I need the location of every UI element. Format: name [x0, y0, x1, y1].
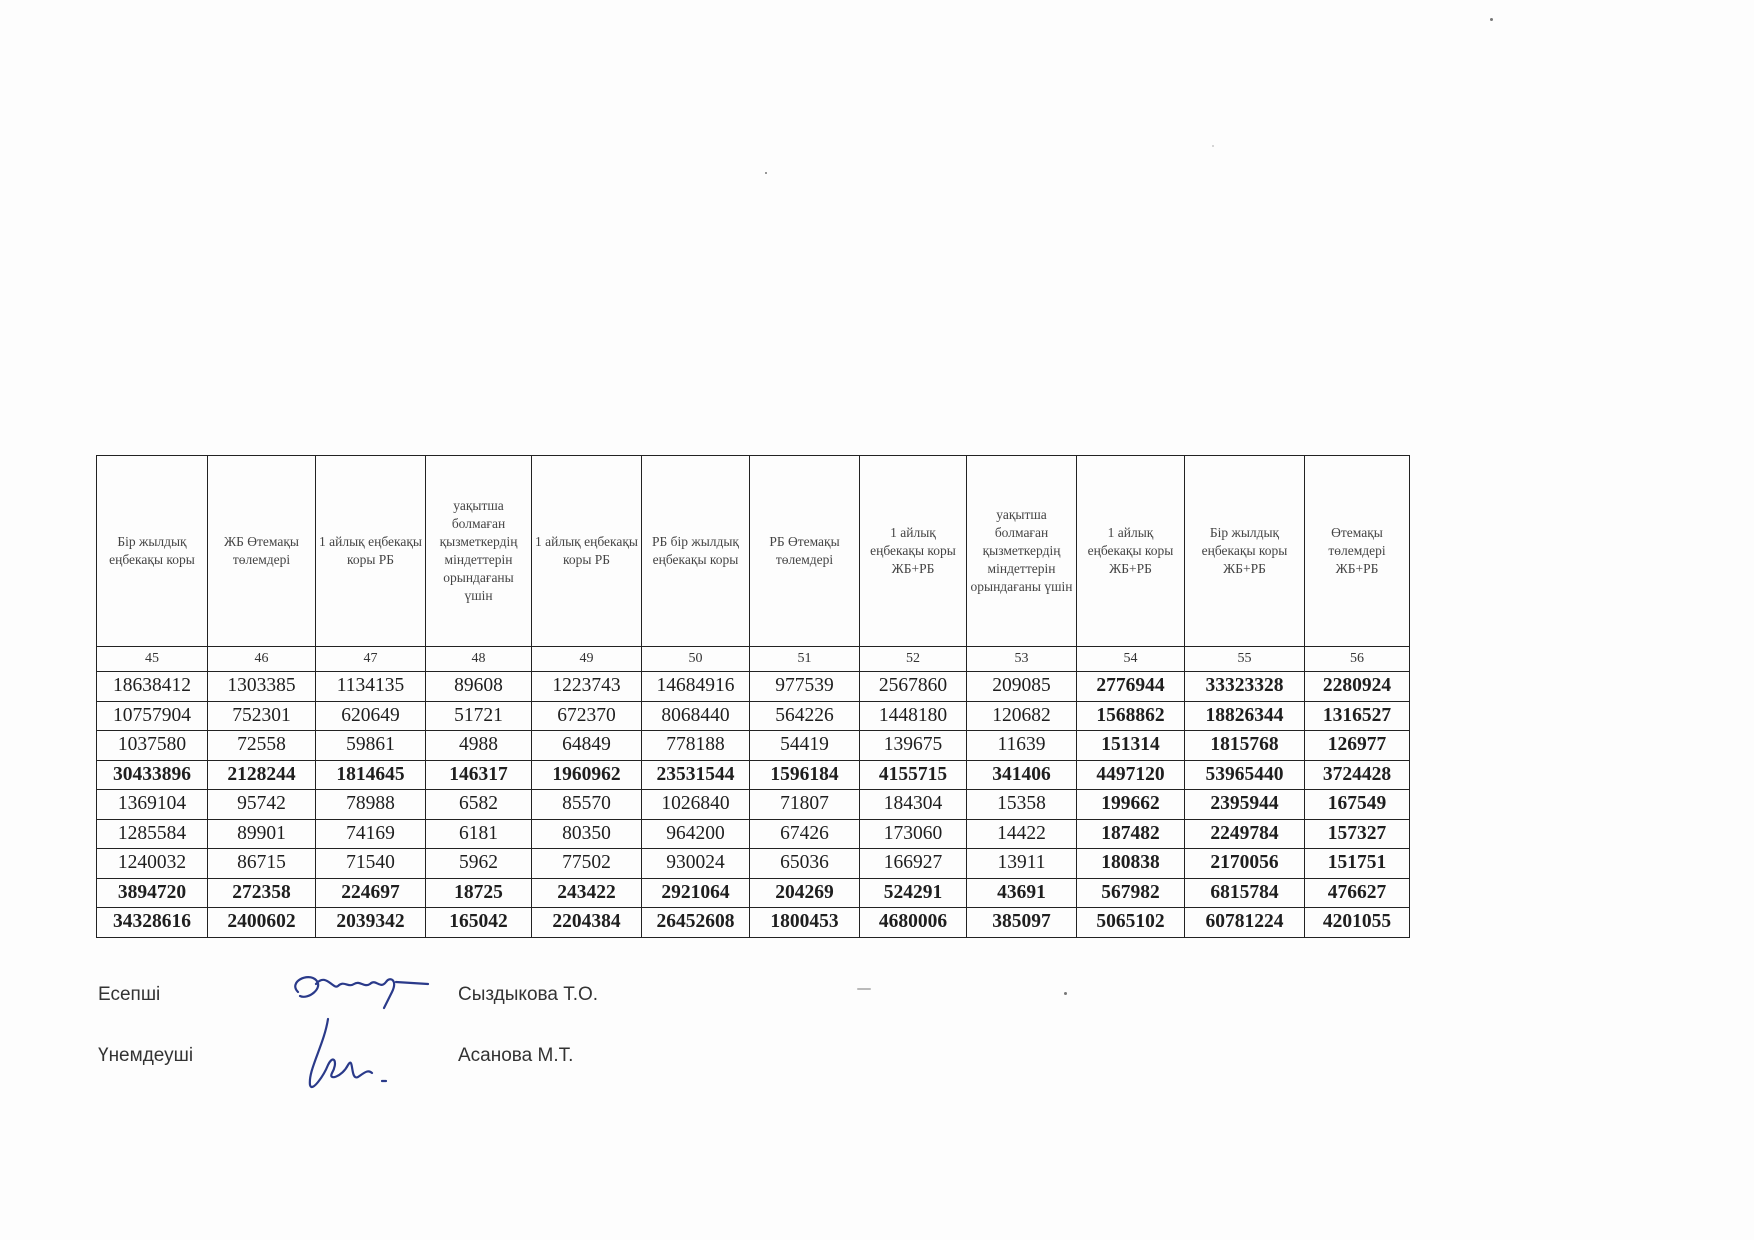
table-cell: 567982	[1077, 878, 1185, 908]
table-cell: 2128244	[208, 760, 316, 790]
table-cell: 6815784	[1185, 878, 1305, 908]
table-cell: 95742	[208, 790, 316, 820]
column-header: Бір жылдық еңбекақы коры	[97, 456, 208, 647]
table-cell: 77502	[532, 849, 642, 879]
accountant-name: Сыздыкова Т.О.	[458, 984, 599, 1005]
table-cell: 476627	[1305, 878, 1410, 908]
table-cell: 74169	[316, 819, 426, 849]
table-row	[97, 878, 1410, 908]
table-cell: 8068440	[642, 701, 750, 731]
scan-speck	[1212, 145, 1214, 147]
table-cell: 23531544	[642, 760, 750, 790]
table-cell: 1960962	[532, 760, 642, 790]
table-cell: 187482	[1077, 819, 1185, 849]
table-cell: 1134135	[316, 672, 426, 702]
table-cell: 2280924	[1305, 672, 1410, 702]
column-header: РБ бір жылдық еңбекақы коры	[642, 456, 750, 647]
table-cell: 1026840	[642, 790, 750, 820]
table-cell: 139675	[860, 731, 967, 761]
table-cell: 15358	[967, 790, 1077, 820]
table-cell: 2170056	[1185, 849, 1305, 879]
table-cell: 977539	[750, 672, 860, 702]
column-header: 1 айлық еңбекақы коры ЖБ+РБ	[1077, 456, 1185, 647]
table-cell: 53965440	[1185, 760, 1305, 790]
table-cell: 778188	[642, 731, 750, 761]
column-header: Өтемақы төлемдері ЖБ+РБ	[1305, 456, 1410, 647]
table-cell: 930024	[642, 849, 750, 879]
table-cell: 89901	[208, 819, 316, 849]
column-header: уақытша болмаған қызметкердің міндеттерін орындағаны үшін	[426, 456, 532, 647]
scan-speck	[765, 172, 767, 174]
table-cell: 3894720	[97, 878, 208, 908]
column-number: 56	[1305, 647, 1410, 672]
column-header: 1 айлық еңбекақы коры РБ	[532, 456, 642, 647]
table-cell: 1596184	[750, 760, 860, 790]
column-number: 55	[1185, 647, 1305, 672]
table-cell: 3724428	[1305, 760, 1410, 790]
table-cell: 2567860	[860, 672, 967, 702]
table-cell: 2039342	[316, 908, 426, 938]
table-cell: 204269	[750, 878, 860, 908]
table-cell: 18725	[426, 878, 532, 908]
column-header: РБ Өтемақы төлемдері	[750, 456, 860, 647]
table-cell: 165042	[426, 908, 532, 938]
table-row	[97, 701, 1410, 731]
table-cell: 224697	[316, 878, 426, 908]
table-cell: 14422	[967, 819, 1077, 849]
table-cell: 4201055	[1305, 908, 1410, 938]
table-cell: 26452608	[642, 908, 750, 938]
column-number: 47	[316, 647, 426, 672]
table-cell: 51721	[426, 701, 532, 731]
table-cell: 166927	[860, 849, 967, 879]
table-cell: 173060	[860, 819, 967, 849]
column-header: 1 айлық еңбекақы коры РБ	[316, 456, 426, 647]
table-cell: 272358	[208, 878, 316, 908]
column-number: 46	[208, 647, 316, 672]
table-row	[97, 819, 1410, 849]
table-cell: 2395944	[1185, 790, 1305, 820]
column-number: 51	[750, 647, 860, 672]
table-cell: 1240032	[97, 849, 208, 879]
table-cell: 65036	[750, 849, 860, 879]
table-row	[97, 790, 1410, 820]
table-cell: 243422	[532, 878, 642, 908]
column-number: 50	[642, 647, 750, 672]
table-cell: 6181	[426, 819, 532, 849]
column-number-row	[97, 647, 1410, 672]
table-cell: 1303385	[208, 672, 316, 702]
table-cell: 752301	[208, 701, 316, 731]
table-cell: 33323328	[1185, 672, 1305, 702]
scan-speck	[1064, 992, 1067, 995]
table-row	[97, 908, 1410, 938]
table-cell: 2204384	[532, 908, 642, 938]
table-row	[97, 672, 1410, 702]
table-cell: 64849	[532, 731, 642, 761]
table-cell: 524291	[860, 878, 967, 908]
table-cell: 11639	[967, 731, 1077, 761]
table-cell: 85570	[532, 790, 642, 820]
table-cell: 167549	[1305, 790, 1410, 820]
table-cell: 1223743	[532, 672, 642, 702]
economist-name: Асанова М.Т.	[458, 1045, 574, 1066]
accountant-signature	[278, 962, 438, 1018]
table-cell: 2400602	[208, 908, 316, 938]
column-header: Бір жылдық еңбекақы коры ЖБ+РБ	[1185, 456, 1305, 647]
table-cell: 1815768	[1185, 731, 1305, 761]
table-cell: 1316527	[1305, 701, 1410, 731]
table-cell: 71540	[316, 849, 426, 879]
table-cell: 59861	[316, 731, 426, 761]
table-cell: 620649	[316, 701, 426, 731]
table-cell: 86715	[208, 849, 316, 879]
table-cell: 2776944	[1077, 672, 1185, 702]
table-cell: 4155715	[860, 760, 967, 790]
table-cell: 89608	[426, 672, 532, 702]
column-number: 48	[426, 647, 532, 672]
table-cell: 72558	[208, 731, 316, 761]
table-cell: 30433896	[97, 760, 208, 790]
table-cell: 5962	[426, 849, 532, 879]
table-cell: 4680006	[860, 908, 967, 938]
table-row	[97, 849, 1410, 879]
table-cell: 1814645	[316, 760, 426, 790]
table-cell: 34328616	[97, 908, 208, 938]
table-cell: 672370	[532, 701, 642, 731]
table-cell: 2249784	[1185, 819, 1305, 849]
economist-role: Үнемдеуші	[98, 1045, 194, 1066]
table-row	[97, 760, 1410, 790]
table-cell: 120682	[967, 701, 1077, 731]
table-cell: 60781224	[1185, 908, 1305, 938]
table-cell: 151751	[1305, 849, 1410, 879]
table-cell: 71807	[750, 790, 860, 820]
table-cell: 1037580	[97, 731, 208, 761]
table-cell: 184304	[860, 790, 967, 820]
table-cell: 151314	[1077, 731, 1185, 761]
column-header: 1 айлық еңбекақы коры ЖБ+РБ	[860, 456, 967, 647]
table-body	[97, 672, 1410, 938]
table-cell: 146317	[426, 760, 532, 790]
table-cell: 5065102	[1077, 908, 1185, 938]
scan-speck	[857, 988, 871, 990]
header-row	[97, 456, 1410, 647]
table-cell: 67426	[750, 819, 860, 849]
table-cell: 180838	[1077, 849, 1185, 879]
table-cell: 564226	[750, 701, 860, 731]
table-cell: 209085	[967, 672, 1077, 702]
table-cell: 1800453	[750, 908, 860, 938]
table-cell: 14684916	[642, 672, 750, 702]
scan-speck	[1490, 18, 1493, 21]
table-cell: 4988	[426, 731, 532, 761]
table-cell: 199662	[1077, 790, 1185, 820]
table-cell: 18826344	[1185, 701, 1305, 731]
column-header: уақытша болмаған қызметкердің міндеттерін орындағаны үшін	[967, 456, 1077, 647]
table-cell: 6582	[426, 790, 532, 820]
economist-signature	[298, 1015, 408, 1095]
table-cell: 964200	[642, 819, 750, 849]
table-cell: 385097	[967, 908, 1077, 938]
salary-fund-table	[96, 455, 1410, 938]
accountant-role: Есепші	[98, 984, 161, 1005]
column-number: 54	[1077, 647, 1185, 672]
table-cell: 43691	[967, 878, 1077, 908]
table-cell: 78988	[316, 790, 426, 820]
column-number: 49	[532, 647, 642, 672]
table-cell: 4497120	[1077, 760, 1185, 790]
table-cell: 1448180	[860, 701, 967, 731]
table-cell: 341406	[967, 760, 1077, 790]
table-cell: 126977	[1305, 731, 1410, 761]
column-number: 45	[97, 647, 208, 672]
table-cell: 1568862	[1077, 701, 1185, 731]
column-number: 52	[860, 647, 967, 672]
table-cell: 157327	[1305, 819, 1410, 849]
table-cell: 1285584	[97, 819, 208, 849]
column-header: ЖБ Өтемақы төлемдері	[208, 456, 316, 647]
table-row	[97, 731, 1410, 761]
table-cell: 18638412	[97, 672, 208, 702]
table-cell: 1369104	[97, 790, 208, 820]
table-cell: 54419	[750, 731, 860, 761]
table-cell: 80350	[532, 819, 642, 849]
table-cell: 10757904	[97, 701, 208, 731]
column-number: 53	[967, 647, 1077, 672]
table-cell: 2921064	[642, 878, 750, 908]
table-cell: 13911	[967, 849, 1077, 879]
